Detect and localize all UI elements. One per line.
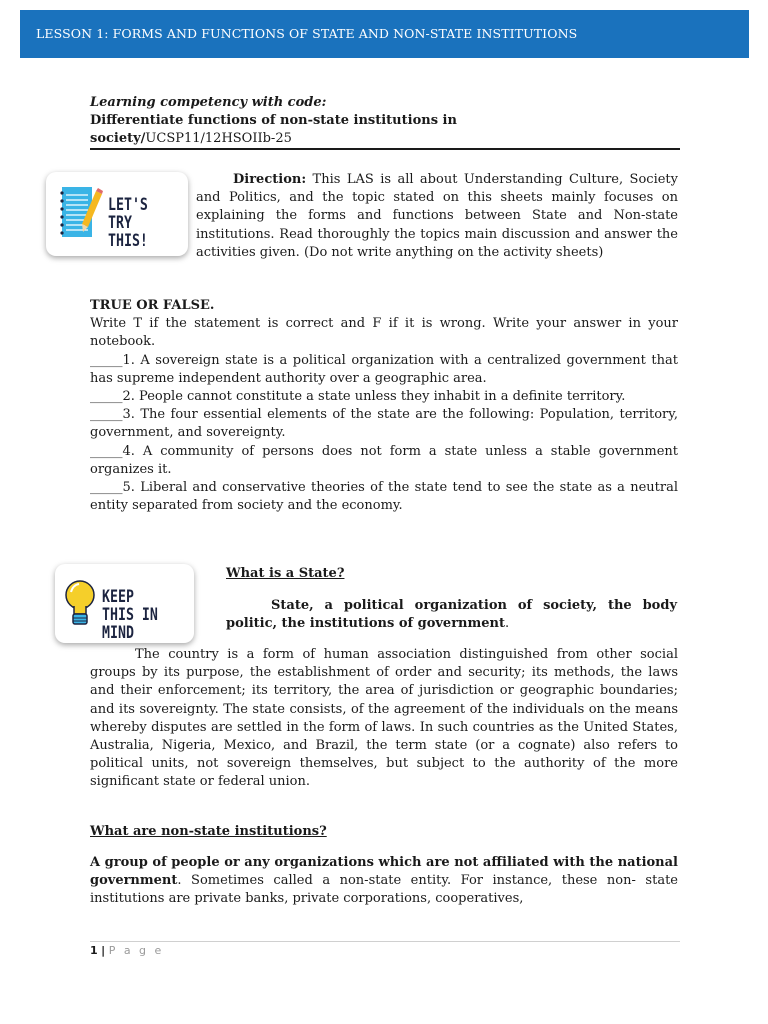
direction-label: Direction: [233, 172, 307, 187]
page-footer [90, 944, 164, 957]
state-paragraph: The country is a form of human association distinguished from other social groups by its purpose, the establishment of order and security; its methods, the laws and their enforcement; its territory, the area of jurisdiction or geographic boundaries; and its sovereignty. The state consists, of the agreement of the individuals on the means whereby disputes are settled in the form of laws. In such countries as the United States, Australia, Nigeria, Mexico, and Brazil, the term state (or a cognate) also refers to political units, not sovereign themselves, but subject to the authority of the more significant state or federal union. [90, 647, 678, 790]
page-label: P a g e [108, 944, 164, 957]
true-false-item: _____3. The four essential elements of the state are the following: Population, territory, government, and sovereignty. [90, 407, 678, 441]
state-definition-line2 [226, 615, 509, 633]
nonstate-definition: A group of people or any organizations which are not affiliated with the national government [90, 855, 678, 889]
true-false-item: _____1. A sovereign state is a political organization with a centralized government that has supreme independent authority over a geographic area. [90, 352, 678, 386]
state-definition-line1: State, a political organization of society, the body [271, 598, 677, 613]
state-heading-text: What is a State? [226, 566, 345, 581]
nonstate-text: . Sometimes called a non-state entity. For instance, these non- state institutions are private banks, private corporations, cooperatives, [90, 873, 678, 907]
notebook-pencil-icon [58, 185, 104, 243]
direction-text: This LAS is all about Understanding Culture, Society and Politics, and the topic stated on this sheets mainly focuses on explaining the forms and functions between State and Non-state institutions. Read thoroughly the topics main discussion and answer the activities given. (Do not write anything on the activity sheets) [196, 172, 678, 260]
true-false-heading: TRUE OR FALSE. [90, 298, 215, 313]
lets-try-this-card [46, 172, 188, 256]
true-false-section [90, 297, 678, 515]
footer-divider [90, 941, 680, 942]
keep-this-in-mind-card [55, 564, 194, 643]
true-false-item: _____5. Liberal and conservative theories of the state tend to see the state as a neutral entity separated from society and the economy. [90, 480, 678, 514]
lesson-banner [20, 10, 749, 58]
competency-title-line1: Differentiate functions of non-state institutions in [90, 113, 457, 128]
page-number: 1 [90, 944, 98, 957]
competency-label: Learning competency with code: [90, 95, 327, 110]
lesson-title: LESSON 1: FORMS AND FUNCTIONS OF STATE AND NON-STATE INSTITUTIONS [36, 26, 578, 41]
what-is-a-state-heading [226, 565, 344, 583]
direction-paragraph [196, 171, 678, 262]
lightbulb-icon [63, 578, 97, 630]
nonstate-heading [90, 823, 327, 841]
header-divider [90, 148, 680, 150]
lets-try-line2: THIS! [108, 231, 148, 251]
learning-competency [90, 94, 680, 148]
true-false-item: _____2. People cannot constitute a state unless they inhabit in a definite territory. [90, 389, 626, 405]
competency-code: UCSP11/12HSOIIb-25 [145, 131, 292, 146]
nonstate-paragraph [90, 854, 678, 909]
state-definition-period: . [504, 616, 510, 631]
page-separator: | [101, 944, 106, 957]
keep-in-mind-line1: KEEP THIS IN [102, 587, 158, 625]
lets-try-line1: LET'S TRY [108, 195, 148, 233]
true-false-item: _____4. A community of persons does not form a state unless a stable government organizes it. [90, 443, 678, 477]
competency-title-line2: society/ [90, 131, 146, 146]
nonstate-heading-text: What are non-state institutions? [90, 824, 327, 839]
keep-in-mind-line2: MIND [102, 623, 134, 643]
state-definition-line2-text: politic, the institutions of government [226, 616, 505, 631]
true-false-instructions: Write T if the statement is correct and F if it is wrong. Write your answer in your notebook. [90, 316, 678, 350]
